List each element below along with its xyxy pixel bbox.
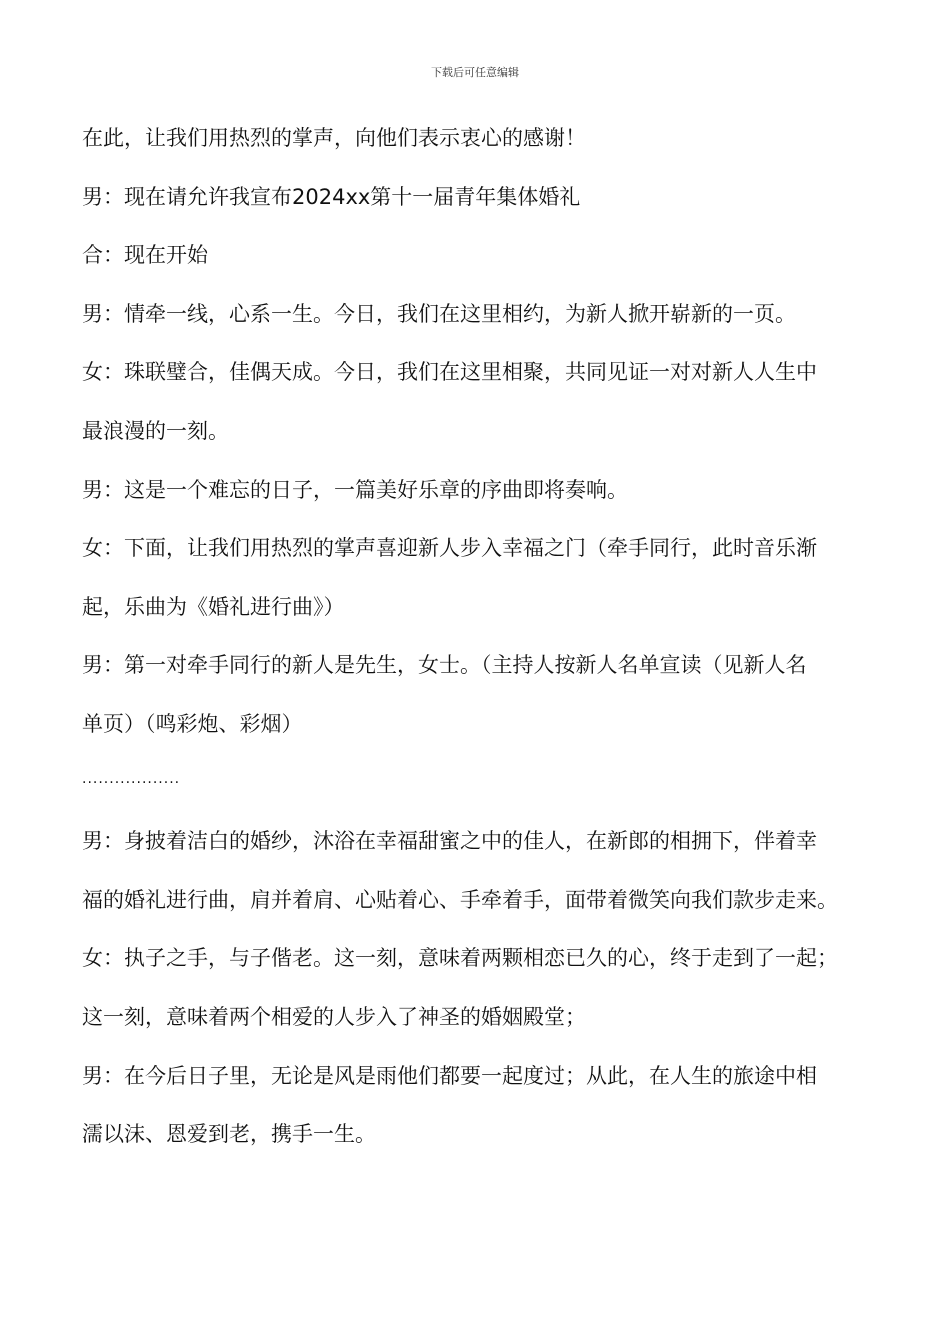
- text-line: 这一刻，意味着两个相爱的人步入了神圣的婚姻殿堂；: [82, 1004, 586, 1029]
- text-line: 濡以沫、恩爱到老，携手一生。: [82, 1122, 376, 1147]
- text-line: 男：身披着洁白的婚纱，沐浴在幸福甜蜜之中的佳人，在新郎的相拥下，伴着幸: [82, 829, 817, 854]
- text-line: 在此，让我们用热烈的掌声，向他们表示衷心的感谢！: [82, 126, 586, 150]
- text-line: 男：现在请允许我宣布2024xx第十一届青年集体婚礼: [82, 184, 581, 209]
- text-line: 合：现在开始: [82, 243, 208, 268]
- text-line: 男：这是一个难忘的日子，一篇美好乐章的序曲即将奏响。: [82, 477, 628, 502]
- text-line: 男：情牵一线，心系一生。今日，我们在这里相约，为新人掀开崭新的一页。: [82, 301, 796, 326]
- text-line: 女：下面，让我们用热烈的掌声喜迎新人步入幸福之门（牵手同行，此时音乐渐: [82, 536, 817, 561]
- text-line: 男：第一对牵手同行的新人是先生，女士。（主持人按新人名单宣读（见新人名: [82, 653, 807, 678]
- text-line: 女：珠联璧合，佳偶天成。今日，我们在这里相聚，共同见证一对对新人人生中: [82, 360, 817, 385]
- document-body: [82, 118, 882, 1173]
- text-line: 最浪漫的一刻。: [82, 418, 229, 443]
- text-line: 女：执子之手，与子偕老。这一刻，意味着两颗相恋已久的心，终于走到了一起；: [82, 946, 838, 971]
- text-line: 起，乐曲为《婚礼进行曲》）: [82, 594, 345, 619]
- text-line: 福的婚礼进行曲，肩并着肩、心贴着心、手牵着手，面带着微笑向我们款步走来。: [82, 887, 838, 912]
- ellipsis-divider: ··················: [82, 774, 181, 791]
- text-line: 男：在今后日子里，无论是风是雨他们都要一起度过；从此，在人生的旅途中相: [82, 1063, 817, 1088]
- text-line: 单页）（鸣彩炮、彩烟）: [82, 711, 303, 736]
- page-header: 下载后可任意编辑: [431, 66, 519, 79]
